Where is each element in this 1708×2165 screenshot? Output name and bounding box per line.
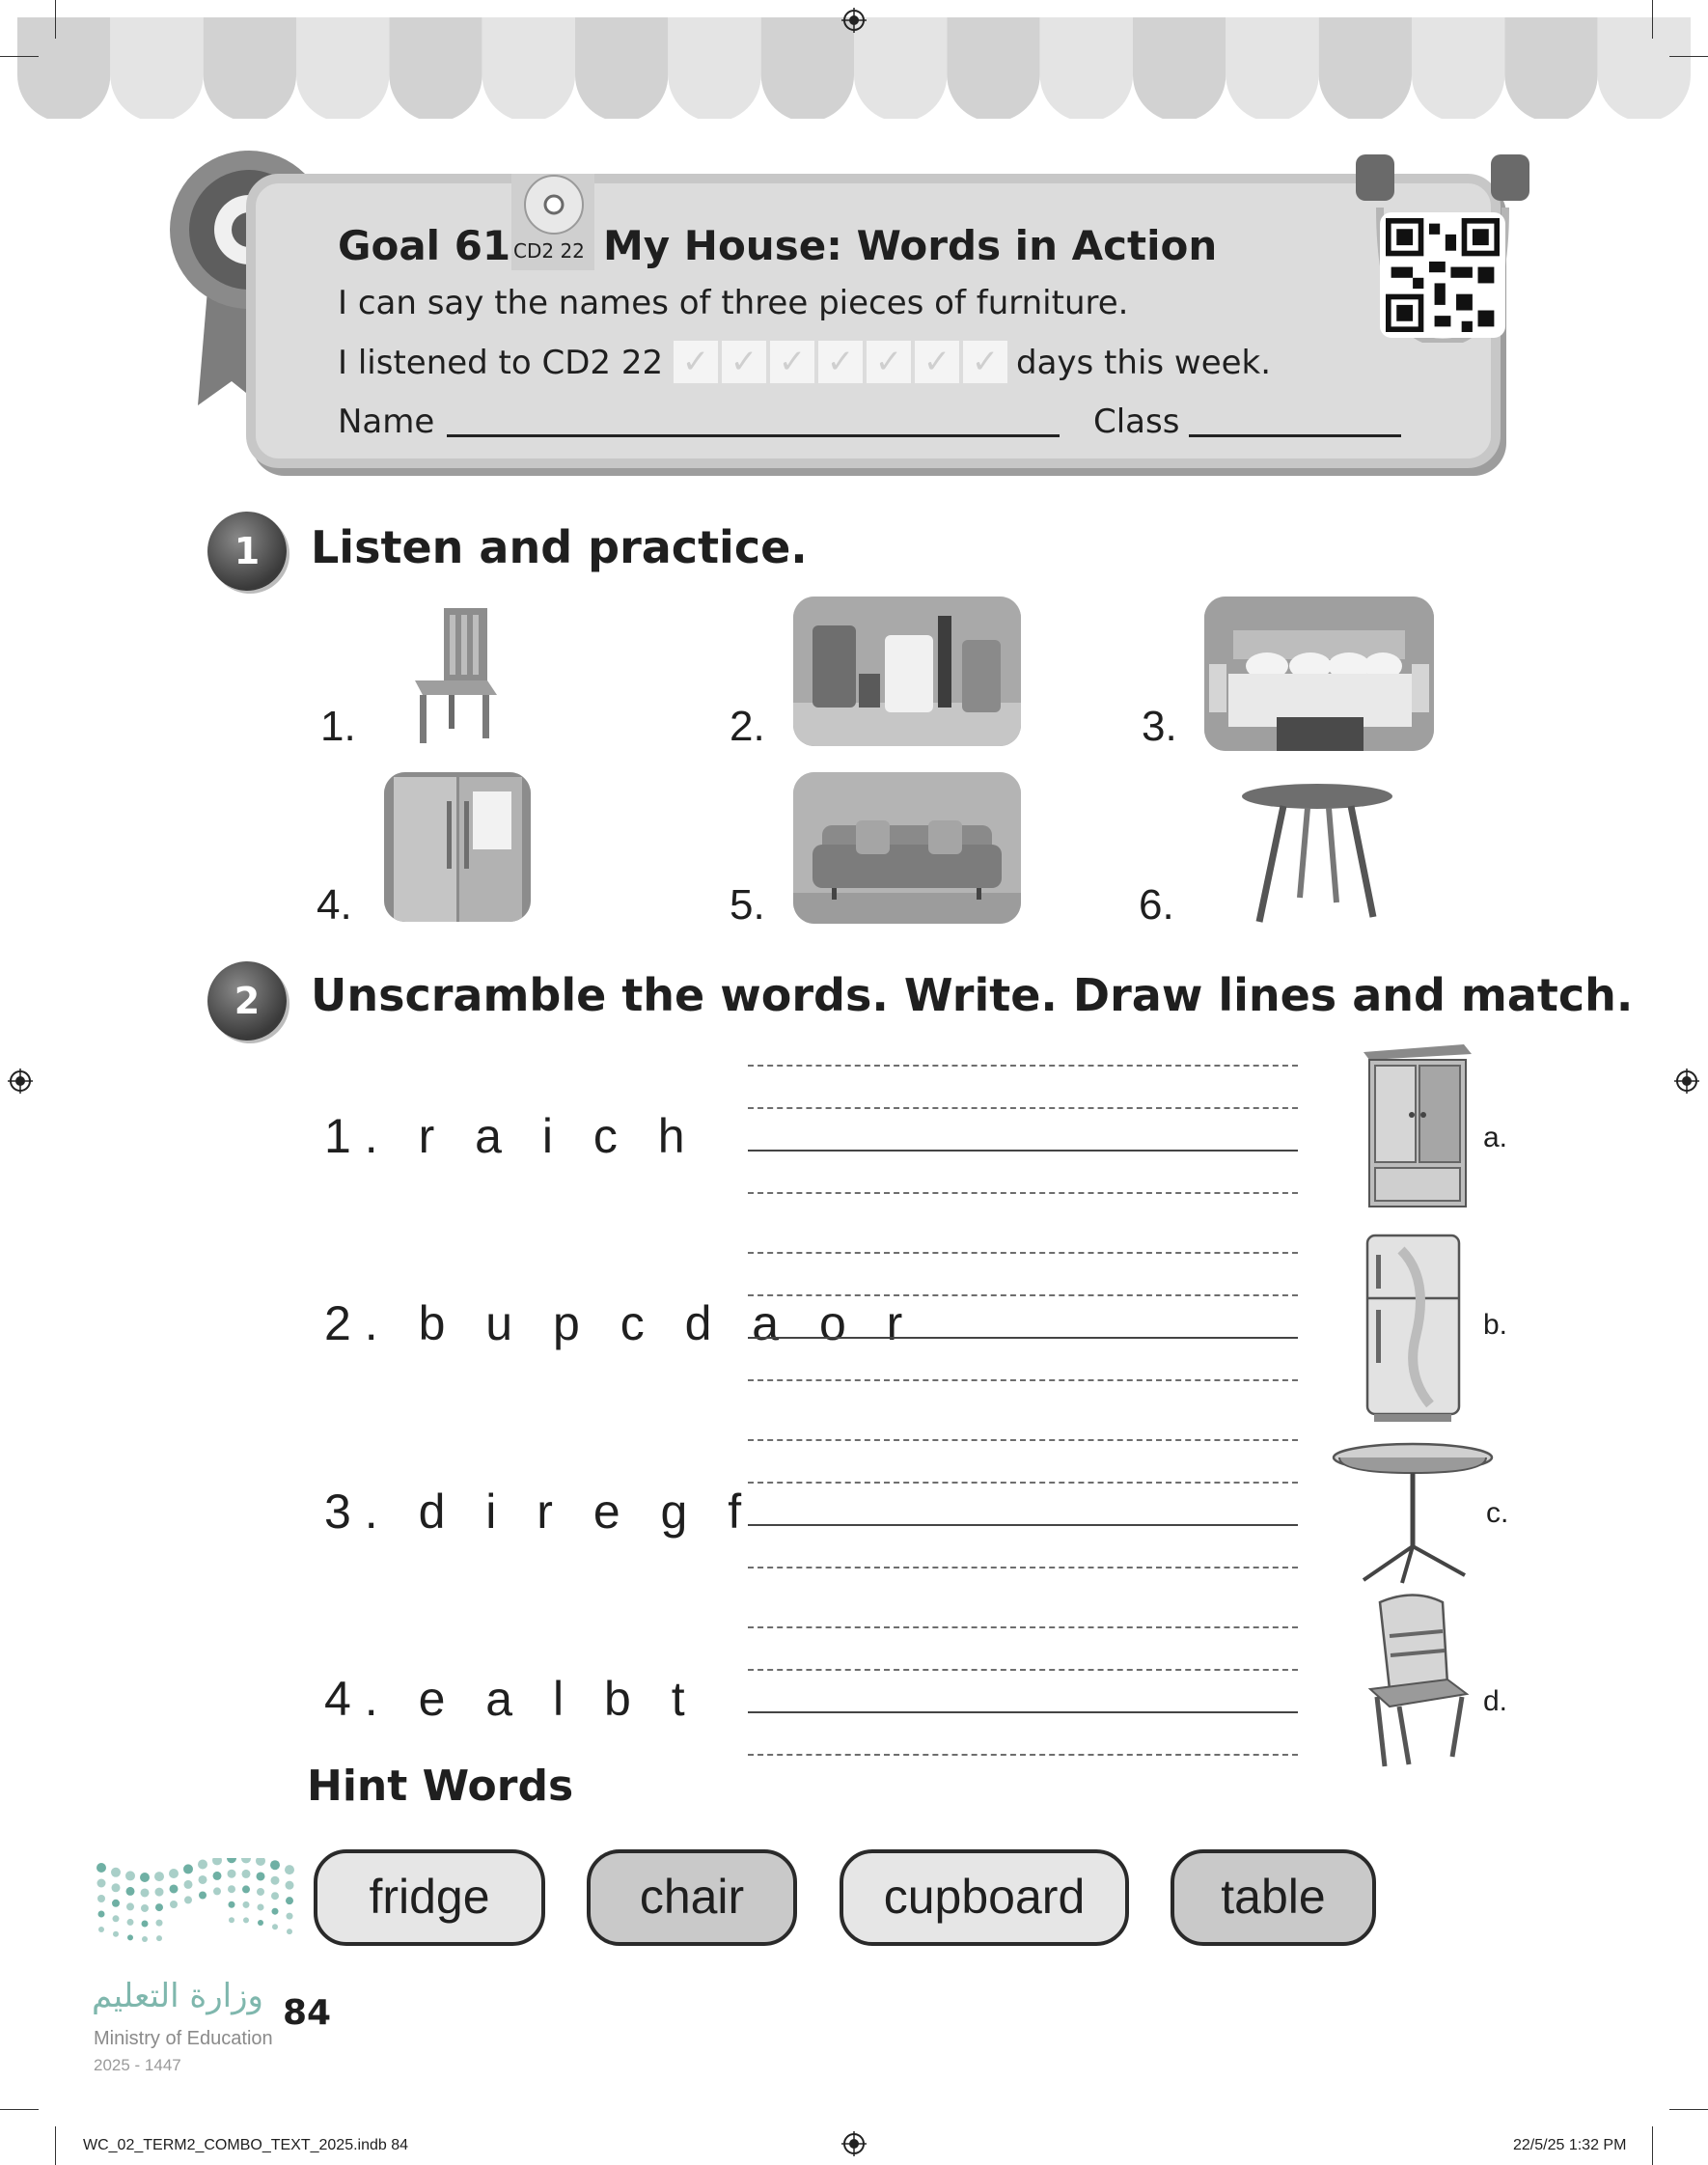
- awning-scallop: [482, 17, 575, 119]
- logo-dot: [170, 1901, 178, 1908]
- logo-dot: [256, 1858, 265, 1866]
- section-1-number: 1: [207, 512, 287, 591]
- awning-scallop: [296, 17, 389, 119]
- page-number: 84: [283, 1993, 332, 2033]
- days-checkbox-row: [674, 341, 1011, 383]
- match-letter-d: d.: [1483, 1685, 1508, 1717]
- logo-dot: [127, 1919, 134, 1926]
- section-2-title: Unscramble the words. Write. Draw lines and match.: [311, 969, 1634, 1021]
- logo-dot: [125, 1871, 135, 1880]
- logo-dot: [243, 1917, 249, 1923]
- logo-dot: [155, 1903, 163, 1911]
- crop-mark: [0, 2109, 39, 2110]
- logo-dot: [243, 1901, 250, 1908]
- can-say-statement: I can say the names of three pieces of furniture.: [338, 284, 1129, 322]
- match-letter-a: a.: [1483, 1122, 1508, 1153]
- logo-dot: [258, 1920, 263, 1926]
- registration-mark-icon: [841, 8, 867, 33]
- day-checkbox[interactable]: ✓: [674, 341, 718, 383]
- scrambled-word-2: 2. b u p c d a o r: [324, 1296, 917, 1350]
- crop-mark: [55, 2126, 56, 2165]
- goal-heading: My House: Words in Action: [603, 222, 1218, 269]
- awning-scallop: [761, 17, 854, 119]
- logo-dot: [154, 1872, 164, 1881]
- awning-scallop: [1319, 17, 1412, 119]
- logo-dot: [112, 1883, 121, 1892]
- qr-code-icon: [1386, 218, 1500, 332]
- crop-mark: [1669, 56, 1708, 57]
- logo-dot: [286, 1881, 294, 1890]
- hint-word-table: table: [1171, 1849, 1376, 1946]
- hint-words-title: Hint Words: [307, 1762, 574, 1811]
- picture-label-6: 6.: [1139, 881, 1174, 929]
- sofa-photo: [793, 772, 1021, 924]
- cd-label: CD2 22: [513, 239, 585, 263]
- crop-mark: [1652, 0, 1653, 39]
- logo-dot: [272, 1924, 278, 1929]
- picture-label-2: 2.: [730, 703, 765, 750]
- logo-dot: [257, 1888, 264, 1896]
- logo-dot: [213, 1887, 221, 1895]
- logo-dot: [227, 1858, 236, 1863]
- awning-scallop: [1504, 17, 1597, 119]
- logo-dot: [199, 1875, 207, 1884]
- logo-dot: [170, 1884, 179, 1893]
- awning-scallop: [854, 17, 947, 119]
- fridge-icon: [384, 772, 531, 922]
- awning-scallop: [668, 17, 760, 119]
- writing-lines-2[interactable]: [748, 1252, 1298, 1382]
- day-checkbox[interactable]: ✓: [963, 341, 1007, 383]
- name-label: Name: [338, 402, 435, 441]
- match-letter-c: c.: [1486, 1497, 1509, 1529]
- logo-dot: [286, 1897, 293, 1904]
- picture-label-5: 5.: [730, 881, 765, 929]
- awning-scallop: [947, 17, 1039, 119]
- logo-dot: [257, 1872, 265, 1880]
- picture-label-1: 1.: [320, 703, 356, 750]
- fridge-drawing-icon[interactable]: [1363, 1231, 1464, 1424]
- logo-dot: [183, 1864, 193, 1874]
- awning-scallop: [1412, 17, 1504, 119]
- class-label: Class: [1093, 402, 1180, 441]
- day-checkbox[interactable]: ✓: [722, 341, 766, 383]
- awning-scallop: [1598, 17, 1691, 119]
- logo-dot: [258, 1903, 264, 1910]
- bed-photo: [1204, 597, 1434, 751]
- logo-dot: [112, 1900, 120, 1907]
- ministry-name-arabic: وزارة التعليم: [92, 1977, 263, 2015]
- logo-dot: [242, 1885, 250, 1893]
- crop-mark: [1652, 2126, 1653, 2165]
- ministry-years: 2025 - 1447: [94, 2056, 181, 2074]
- awning-scallop: [1226, 17, 1318, 119]
- awning-scallop: [110, 17, 203, 119]
- picture-label-3: 3.: [1142, 703, 1177, 750]
- section-2-number: 2: [207, 961, 287, 1041]
- crop-mark: [55, 0, 56, 39]
- scrambled-word-3: 3. d i r e g f: [324, 1485, 756, 1539]
- listened-prefix: I listened to CD2 22: [338, 344, 664, 382]
- logo-dot: [241, 1858, 251, 1863]
- print-date-info: 22/5/25 1:32 PM: [1513, 2137, 1627, 2153]
- picture-label-4: 4.: [317, 881, 352, 929]
- registration-mark-icon: [8, 1069, 33, 1094]
- awning-scallop: [389, 17, 482, 119]
- goal-number: Goal 61: [338, 222, 511, 269]
- registration-mark-icon: [1674, 1069, 1699, 1094]
- bed-icon: [1204, 597, 1434, 751]
- ministry-name-english: Ministry of Education: [94, 2028, 273, 2049]
- logo-dot: [242, 1870, 251, 1878]
- logo-dot: [272, 1908, 279, 1915]
- match-letter-b: b.: [1483, 1309, 1508, 1341]
- hint-word-fridge: fridge: [314, 1849, 545, 1946]
- day-checkbox[interactable]: ✓: [915, 341, 959, 383]
- logo-dot: [156, 1920, 163, 1927]
- logo-dot: [229, 1901, 235, 1908]
- logo-dot: [127, 1934, 133, 1940]
- class-field[interactable]: [1189, 434, 1401, 437]
- writing-lines-4[interactable]: [748, 1626, 1298, 1757]
- fridge-photo: [384, 772, 531, 922]
- logo-dot: [285, 1865, 294, 1874]
- logo-dot: [271, 1876, 280, 1885]
- crop-mark: [1669, 2109, 1708, 2110]
- logo-dot: [270, 1860, 280, 1870]
- logo-dot: [98, 1911, 105, 1918]
- cd-badge: [511, 174, 594, 270]
- table-drawing-icon[interactable]: [1330, 1440, 1496, 1585]
- logo-dot: [142, 1920, 149, 1927]
- logo-dot: [141, 1904, 149, 1912]
- logo-dot: [228, 1870, 236, 1878]
- day-checkbox[interactable]: ✓: [867, 341, 911, 383]
- logo-dot: [113, 1931, 119, 1937]
- section-1-title: Listen and practice.: [311, 521, 808, 573]
- round-table-icon: [1240, 782, 1394, 927]
- logo-dot: [141, 1888, 150, 1897]
- awning-scallop: [1133, 17, 1226, 119]
- awning-scallop: [575, 17, 668, 119]
- logo-dot: [156, 1935, 162, 1941]
- cupboard-photo: [793, 597, 1021, 746]
- day-checkbox[interactable]: ✓: [818, 341, 863, 383]
- logo-dot: [98, 1927, 104, 1932]
- logo-dot: [142, 1936, 148, 1942]
- logo-dot: [212, 1858, 222, 1865]
- logo-dot: [113, 1915, 120, 1922]
- logo-dot: [287, 1913, 293, 1920]
- chair-drawing-icon[interactable]: [1356, 1593, 1472, 1771]
- logo-dot: [155, 1888, 164, 1897]
- awning-scallop: [204, 17, 296, 119]
- chair-picture-icon: [405, 603, 502, 743]
- logo-dot: [198, 1859, 207, 1869]
- print-file-info: WC_02_TERM2_COMBO_TEXT_2025.indb 84: [83, 2137, 409, 2153]
- sofa-icon: [793, 772, 1021, 924]
- cd-disc-icon: [523, 174, 585, 236]
- logo-dot: [96, 1863, 106, 1873]
- listened-suffix: days this week.: [1016, 344, 1272, 382]
- name-field[interactable]: [447, 434, 1060, 437]
- cupboard-drawing-icon[interactable]: [1356, 1042, 1476, 1216]
- logo-dot: [228, 1885, 235, 1893]
- scrambled-word-4: 4. e a l b t: [324, 1672, 699, 1726]
- day-checkbox[interactable]: ✓: [770, 341, 814, 383]
- scrambled-word-1: 1. r a i c h: [324, 1109, 699, 1163]
- logo-dot: [126, 1887, 135, 1896]
- awning-scallop: [17, 17, 110, 119]
- writing-lines-3[interactable]: [748, 1439, 1298, 1569]
- logo-dot: [213, 1872, 222, 1880]
- logo-dot: [287, 1929, 292, 1934]
- awning-scallop: [1040, 17, 1133, 119]
- crop-mark: [0, 56, 39, 57]
- qr-code[interactable]: [1380, 212, 1505, 338]
- logo-dot: [140, 1873, 150, 1882]
- logo-dot: [126, 1902, 134, 1910]
- logo-dot: [199, 1891, 207, 1899]
- logo-dot: [97, 1879, 106, 1888]
- registration-mark-icon: [841, 2131, 867, 2156]
- ministry-logo-dots-icon: [92, 1858, 304, 1964]
- logo-dot: [97, 1895, 105, 1902]
- hint-word-cupboard: cupboard: [840, 1849, 1129, 1946]
- logo-dot: [169, 1869, 179, 1878]
- writing-lines-1[interactable]: [748, 1065, 1298, 1195]
- logo-dot: [111, 1868, 121, 1877]
- logo-dot: [184, 1896, 192, 1903]
- hint-word-chair: chair: [587, 1849, 797, 1946]
- logo-dot: [184, 1880, 193, 1889]
- logo-dot: [229, 1917, 234, 1923]
- cupboard-jars-icon: [793, 597, 1021, 746]
- logo-dot: [271, 1892, 279, 1900]
